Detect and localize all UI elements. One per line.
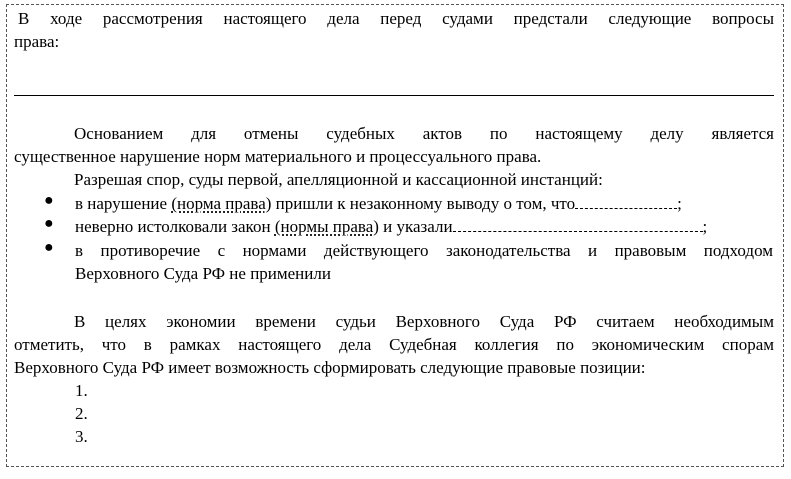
norms-hint: (нормы права)	[274, 217, 379, 236]
position-item-1[interactable]: 1.	[75, 381, 88, 400]
fill-blank-1[interactable]	[575, 194, 677, 209]
answer-line[interactable]	[14, 95, 774, 96]
positions-line-3: Верховного Суда РФ имеет возможность сформировать следующие правовые позиции:	[14, 358, 646, 377]
bullet-item-1: в нарушение (норма права) пришли к незаконному выводу о том, что ;	[75, 194, 682, 213]
grounds-line-2: существенное нарушение норм материального и процессуального права.	[14, 147, 542, 166]
resolution-intro: Разрешая спор, суды первой, апелляционной и кассационной инстанций:	[74, 170, 603, 189]
issues-line-2: права:	[14, 32, 60, 51]
bullet-icon: ●	[44, 215, 54, 232]
positions-line-1: В целях экономии времени судьи Верховного Суда РФ считаем необходимым	[74, 312, 774, 331]
bullet-icon: ●	[44, 192, 54, 209]
fill-blank-2[interactable]	[453, 217, 703, 232]
bullet-item-2: неверно истолковали закон (нормы права) и указали ;	[75, 217, 708, 236]
position-item-2[interactable]: 2.	[75, 404, 88, 423]
positions-line-2: отметить, что в рамках настоящего дела Судебная коллегия по экономическим спорам	[14, 335, 774, 354]
bullet-item-3-line-2: Верховного Суда РФ не применили	[75, 264, 331, 283]
bullet-icon: ●	[44, 239, 54, 256]
norm-hint: (норма права)	[171, 194, 272, 213]
grounds-line-1: Основанием для отмены судебных актов по настоящему делу является	[74, 124, 774, 143]
bullet-item-3-line-1: в противоречие с нормами действующего законодательства и правовым подходом	[75, 241, 773, 260]
issues-line-1: В ходе рассмотрения настоящего дела перед судами предстали следующие вопросы	[18, 9, 774, 28]
position-item-3[interactable]: 3.	[75, 427, 88, 446]
